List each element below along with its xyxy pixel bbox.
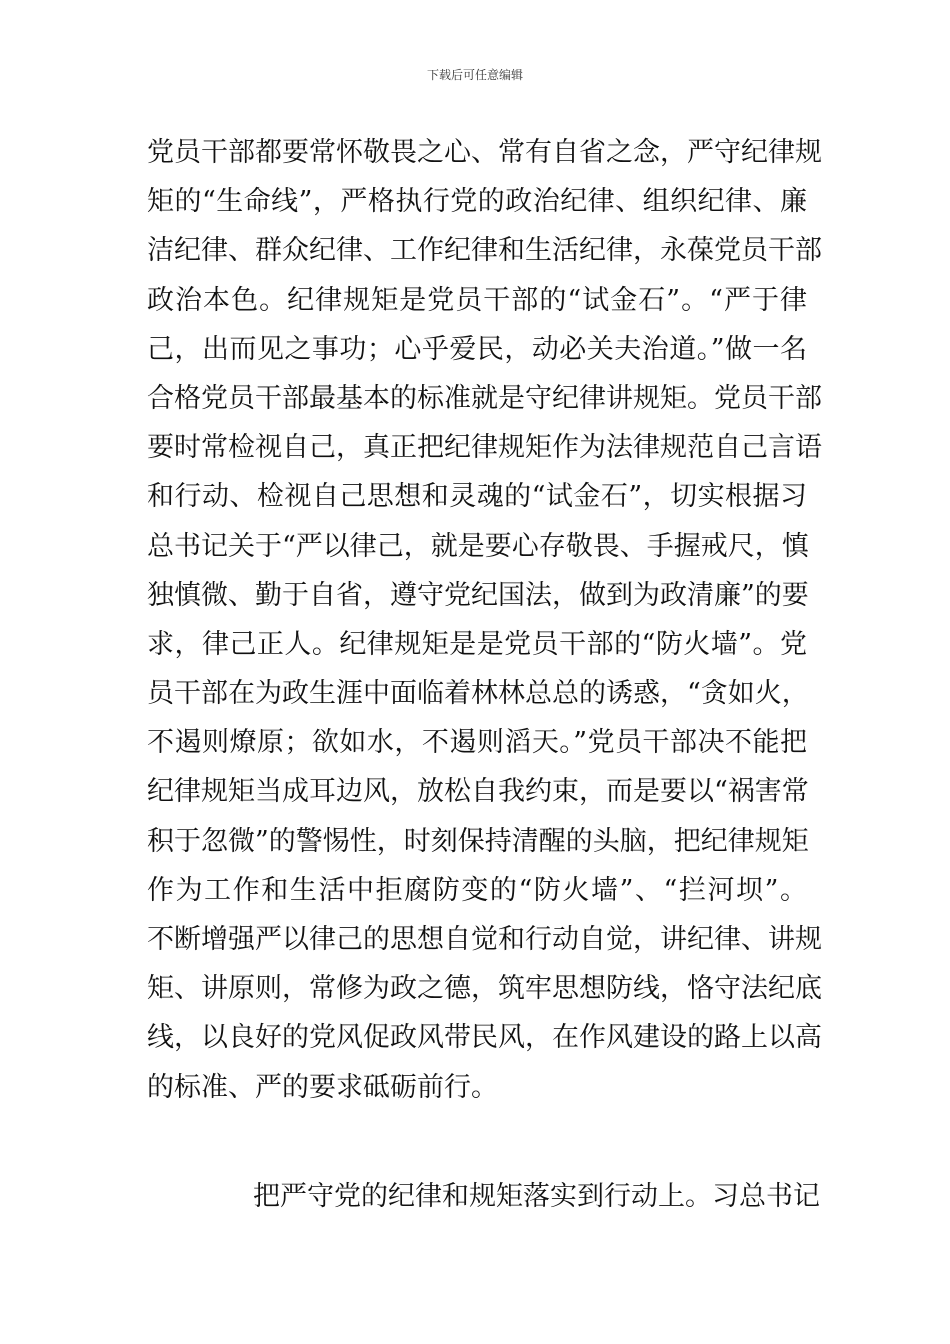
page-header-note: 下载后可任意编辑	[426, 68, 523, 82]
paragraph-line: 己，出而见之事功；心乎爱民，动必关夫治道。”做一名	[147, 333, 807, 365]
paragraph-line: 线，以良好的党风促政风带民风，在作风建设的路上以高	[147, 1022, 822, 1054]
paragraph-line: 纪律规矩当成耳边风，放松自我约束，而是要以“祸害常	[147, 776, 809, 808]
paragraph-line: 合格党员干部最基本的标准就是守纪律讲规矩。党员干部	[147, 382, 822, 414]
paragraph-line: 矩、讲原则，常修为政之德，筑牢思想防线，恪守法纪底	[147, 973, 822, 1005]
paragraph-line: 和行动、检视自己思想和灵魂的“试金石”，切实根据习	[147, 481, 807, 513]
paragraph-line: 政治本色。纪律规矩是党员干部的“试金石”。“严于律	[147, 284, 807, 316]
paragraph-line: 作为工作和生活中拒腐防变的“防火墙”、“拦河坝”。	[147, 874, 807, 906]
paragraph-line: 总书记关于“严以律己，就是要心存敬畏、手握戒尺，慎	[147, 530, 809, 562]
paragraph-line: 不断增强严以律己的思想自觉和行动自觉，讲纪律、讲规	[147, 924, 822, 955]
paragraph-line: 要时常检视自己，真正把纪律规矩作为法律规范自己言语	[147, 432, 822, 464]
paragraph-line: 党员干部都要常怀敬畏之心、常有自省之念，严守纪律规	[147, 137, 822, 168]
paragraph-line: 积于忽微”的警惕性，时刻保持清醒的头脑，把纪律规矩	[147, 825, 809, 857]
paragraph-line: 员干部在为政生涯中面临着林林总总的诱惑，“贪如火，	[147, 678, 809, 710]
paragraph-line: 不遏则燎原；欲如水，不遏则滔天。”党员干部决不能把	[147, 727, 807, 759]
document-paragraph	[147, 128, 822, 1112]
paragraph-line: 独慎微、勤于自省，遵守党纪国法，做到为政清廉”的要	[147, 579, 809, 611]
paragraph-line: 矩的“生命线”，严格执行党的政治纪律、组织纪律、廉	[147, 186, 807, 218]
paragraph-line: 求，律己正人。纪律规矩是是党员干部的“防火墙”。党	[147, 628, 807, 660]
paragraph-line: 的标准、严的要求砥砺前行。	[147, 1071, 498, 1103]
next-paragraph-first-line: 把严守党的纪律和规矩落实到行动上。习总书记	[253, 1181, 820, 1212]
paragraph-line: 洁纪律、群众纪律、工作纪律和生活纪律，永葆党员干部	[147, 235, 822, 267]
